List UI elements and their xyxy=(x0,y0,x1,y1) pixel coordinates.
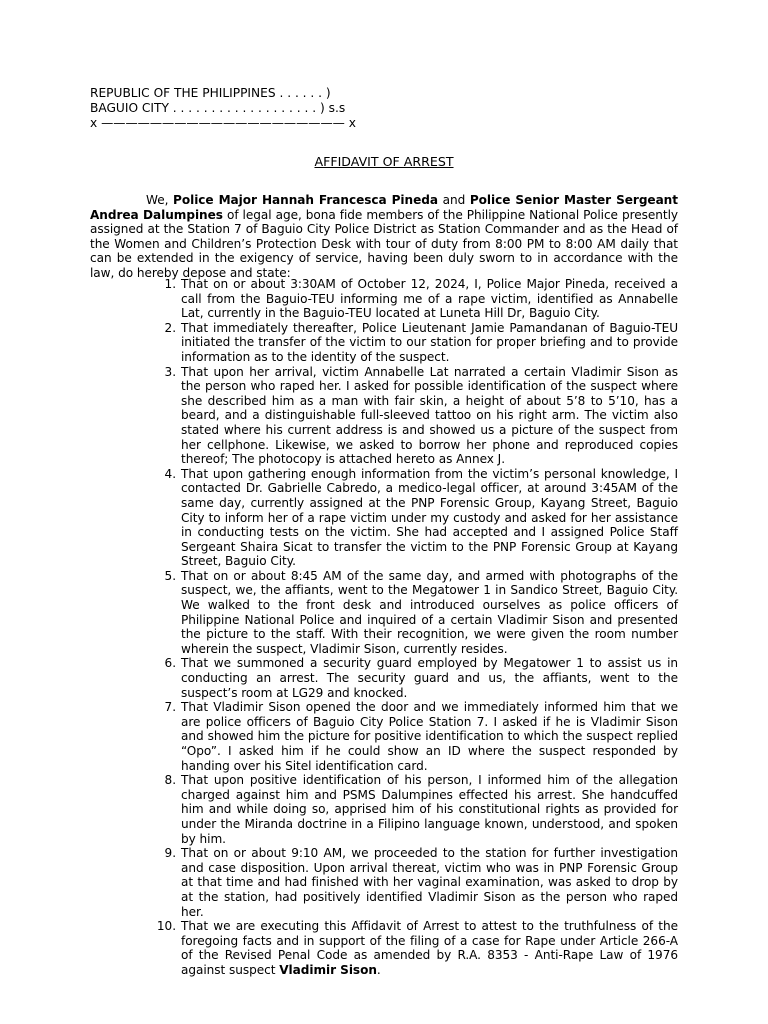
statement-item xyxy=(90,773,678,846)
statement-text: That we summoned a security guard employed by Megatower 1 to assist us in conducting an arrest. The security guard and us, the affiants, went to the suspect’s room at LG29 and knocked. xyxy=(181,656,678,700)
statement-item xyxy=(90,919,678,977)
statement-number: 1. xyxy=(164,277,176,291)
statement-number: 6. xyxy=(164,656,176,671)
document-title xyxy=(0,154,768,170)
statement-end: . xyxy=(376,962,381,977)
affiant-2-name: Police Senior Master Sergeant Andrea Dalumpines xyxy=(90,193,678,222)
venue-line-republic: REPUBLIC OF THE PHILIPPINES . . . . . . ) xyxy=(90,86,331,100)
venue-separator: x ———————————————————— x xyxy=(90,116,356,130)
statement-text: That on or about 8:45 AM of the same day, and armed with photographs of the suspect, we, the affiants, went to the Megatower 1 in Sandico Street, Baguio City. We walked to the front desk and introduced ourselves as police officers of Philippine National Police and inquired of a certain Vladimir Sison and presented the picture to the staff. With their recognition, we were given the room number wherein the suspect, Vladimir Sison, currently resides. xyxy=(181,568,678,656)
statement-text: That upon her arrival, victim Annabelle Lat narrated a certain Vladimir Sison as the person who raped her. I asked for possible identification of the suspect where she described him as a man with fair skin, a height of about 5’8 to 5’10, has a beard, and a distinguishable full-sleeved tattoo on his right arm. The victim also stated where his current address is and showed us a picture of the suspect from her cellphone. Likewise, we asked to borrow her phone and reproduced copies thereof; The photocopy is attached hereto as Annex J. xyxy=(181,364,678,467)
suspect-name: Vladimir Sison xyxy=(279,962,377,977)
statement-number: 3. xyxy=(164,364,176,379)
statement-item xyxy=(90,700,678,773)
statement-text: That upon gathering enough information from the victim’s personal knowledge, I contacted Dr. Gabrielle Cabredo, a medico-legal officer, at around 3:45AM of the same day, currently assigned at the PNP Forensic Group, Kayang Street, Baguio City to inform her of a rape victim under my custody and asked for her assistance in conducting tests on the victim. She had accepted and I assigned Police Staff Sergeant Shaira Sicat to transfer the victim to the PNP Forensic Group at Kayang Street, Baguio City. xyxy=(181,466,678,569)
intro-we: We, xyxy=(146,193,174,207)
statement-item xyxy=(90,365,678,467)
statement-number: 10. xyxy=(156,919,176,934)
statement-item xyxy=(90,656,678,700)
statement-item xyxy=(90,277,678,321)
venue-header xyxy=(90,86,390,131)
statement-text: That on or about 3:30AM of October 12, 2024, I, Police Major Pineda, received a call from the Baguio-TEU informing me of a rape victim, identified as Annabelle Lat, currently in the Baguio-TEU located at Luneta Hill Dr, Baguio City. xyxy=(181,277,678,321)
statement-text: That Vladimir Sison opened the door and we immediately informed him that we are police officers of Baguio City Police Station 7. I asked if he is Vladimir Sison and showed him the picture for positive identification to which the suspect replied “Opo”. I asked him if he could show an ID where the suspect responded by handing over his Sitel identification card. xyxy=(181,700,678,773)
statement-number: 7. xyxy=(164,700,176,715)
statement-item xyxy=(90,569,678,657)
statement-text: That we are executing this Affidavit of Arrest to attest to the truthfulness of the foregoing facts and in support of the filing of a case for Rape under Article 266-A of the Revised Penal Code as amended by R.A. 8353 - Anti-Rape Law of 1976 against suspect xyxy=(181,919,678,977)
document-title-text: AFFIDAVIT OF ARREST xyxy=(314,154,454,169)
statement-text: That immediately thereafter, Police Lieutenant Jamie Pamandanan of Baguio-TEU initiated the transfer of the victim to our station for proper briefing and to provide information as to the identity of the suspect. xyxy=(181,320,678,364)
statement-item xyxy=(90,467,678,569)
statement-number: 9. xyxy=(164,846,176,861)
intro-paragraph xyxy=(90,193,678,281)
statement-text: That on or about 9:10 AM, we proceeded to the station for further investigation and case disposition. Upon arrival thereat, victim who was in PNP Forensic Group at that time and had finished with her vaginal examination, was asked to drop by at the station, had positively identified Vladimir Sison as the person who raped her. xyxy=(181,846,678,919)
statement-item xyxy=(90,846,678,919)
intro-body: of legal age, bona fide members of the Philippine National Police presently assigned at the Station 7 of Baguio City Police District as Station Commander and as the Head of the Women and Children’s Protection Desk with tour of duty from 8:00 PM to 8:00 AM daily that can be extended in the exigency of service, having been duly sworn to in accordance with the law, do hereby depose and state: xyxy=(90,207,679,280)
intro-and: and xyxy=(437,193,470,207)
statement-number: 8. xyxy=(164,773,176,788)
statement-number: 2. xyxy=(164,320,176,335)
affiant-1-name: Police Major Hannah Francesca Pineda xyxy=(173,193,438,207)
statement-number: 5. xyxy=(164,568,176,583)
venue-line-city: BAGUIO CITY . . . . . . . . . . . . . . . . . . . ) s.s xyxy=(90,101,346,115)
statement-item xyxy=(90,321,678,365)
statement-number: 4. xyxy=(164,466,176,481)
statement-text: That upon positive identification of his person, I informed him of the allegation charged against him and PSMS Dalumpines effected his arrest. She handcuffed him and while doing so, apprised him of his constitutional rights as provided for under the Miranda doctrine in a Filipino language known, understood, and spoken by him. xyxy=(181,773,678,846)
statement-list xyxy=(90,277,678,978)
